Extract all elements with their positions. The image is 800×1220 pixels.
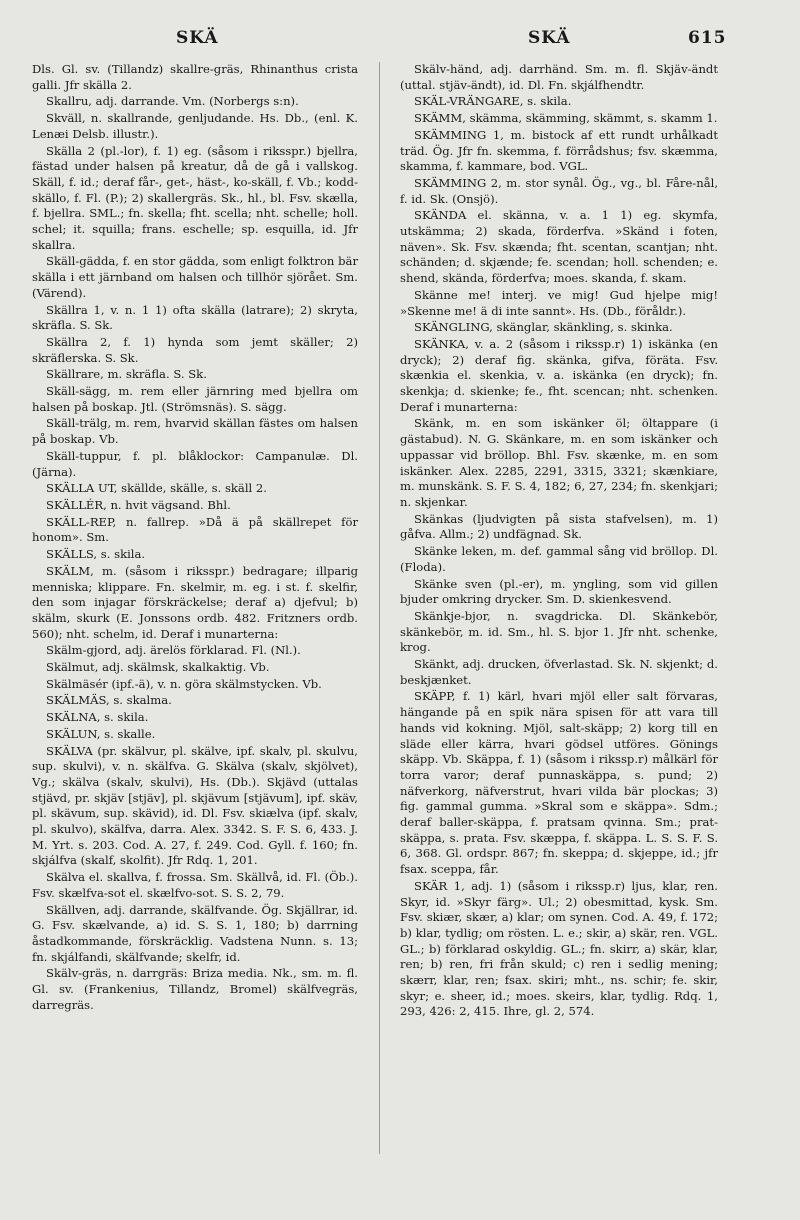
- left-running-headword: SKÄ: [176, 28, 219, 48]
- dictionary-entry: SKÄLM, m. (såsom i riksspr.) bedragare; illparig menniska; klippare. Fn. skelmir, m. eg. i st. f. skelfir, den som injagar förskräckelse; deraf a) djefvul; b) skälm, skurk (E. Jonssons ordb. 482. Fritzners ordb. 560); nht. schelm, id. Deraf i munarterna:: [32, 563, 358, 641]
- page-header: [0, 28, 800, 50]
- dictionary-entry: SKÄLL-REP, n. fallrep. »Då ä på skällrepet för honom». Sm.: [32, 514, 358, 545]
- dictionary-entry: SKÄMMING 2, m. stor synål. Ög., vg., bl. Fåre-nål, f. id. Sk. (Onsjö).: [400, 175, 718, 206]
- dictionary-entry: Skallru, adj. darrande. Vm. (Norbergs s:n).: [46, 94, 299, 109]
- dictionary-entry: Dls. Gl. sv. (Tillandz) skallre-gräs, Rhinanthus crista galli. Jfr skälla 2.: [32, 62, 358, 92]
- dictionary-entry: Skälv-gräs, n. darrgräs: Briza media. Nk., sm. m. fl. Gl. sv. (Frankenius, Tillandz, Bromel) skälfvegräs, darregräs.: [32, 966, 358, 1012]
- page-number: 615: [688, 28, 727, 48]
- dictionary-entry: Skälmut, adj. skälmsk, skalkaktig. Vb.: [46, 660, 270, 675]
- dictionary-entry: Skänk, m. en som iskänker öl; öltappare (i gästabud). N. G. Skänkare, m. en som iskänker och uppassar vid bröllop. Bhl. Fsv. skænke, m. en som iskänker. Alex. 2285, 2291, 3315, 3321; skænkiare, m. munskänk. S. F. S. 4, 182; 6, 27, 234; fn. skenkjari; n. skjenkar.: [400, 416, 718, 509]
- dictionary-entry: SKÄLLA UT, skällde, skälle, s. skäll 2.: [46, 481, 267, 496]
- dictionary-entry: SKÄMMING 1, m. bistock af ett rundt urhålkadt träd. Ög. Jfr fn. skemma, f. förrådshus; fsv. skæmma, skamma, f. kammare, bod. VGL.: [400, 127, 718, 174]
- dictionary-entry: Skänkje-bjor, n. svagdricka. Dl. Skänkebör, skänkebör, m. id. Sm., hl. S. bjor 1. Jfr nht. schenke, krog.: [400, 608, 718, 655]
- dictionary-entry: Skälmäsér (ipf.-ä), v. n. göra skälmstycken. Vb.: [46, 676, 322, 691]
- dictionary-entry: SKÄPP, f. 1) kärl, hvari mjöl eller salt förvaras, hängande på en spik nära spisen för att vara till hands vid kokning. Mjöl, salt-skäpp; 2) korg till en släde eller kärra, hvari gödsel utföres. Gönings skäpp. Vb. Skäppa, f. 1) (såsom i rikssp.r) målkärl för torra varor; deraf punnaskäppa, s. pund; 2) näfverkorg, näfverstrut, hvari vilda bär plockas; 3) fig. gammal gumma. »Skral som e skäppa». Sdm.; deraf baller-skäppa, f. pratsam qvinna. Sm.; prat-skäppa, s. prata. Fsv. skæppa, f. skäppa. L. S. S. F. S. 6, 368. Gl. ordspr. 867; fn. skeppa; d. skjeppe, id.; jfr fsax. sceppa, får.: [400, 689, 718, 877]
- dictionary-entry: SKÄL-VRÄNGARE, s. skila.: [414, 94, 572, 109]
- dictionary-entry: SKÄLMÄS, s. skalma.: [46, 693, 172, 708]
- dictionary-entry: Skällra 2, f. 1) hynda som jemt skäller; 2) skräflerska. S. Sk.: [32, 334, 358, 365]
- right-running-headword: SKÄ: [528, 28, 571, 48]
- dictionary-entry: SKÄNGLING, skänglar, skänkling, s. skinka.: [414, 320, 673, 335]
- dictionary-entry: Skälla 2 (pl.-lor), f. 1) eg. (såsom i riksspr.) bjellra, fästad under halsen på kreatur, då de gå i vallskog. Skäll, f. id.; deraf får-, get-, häst-, ko-skäll, f. Vb.; kodd-skällo, f. Fl. (P.); 2) skallergräs. Sk., hl., bl. Fsv. skælla, f. bjellra. SML.; fn. skella; fht. scella; nht. schelle; holl. schel; it. squilla; frans. eschelle; sp. esquilla, id. Jfr skallra.: [32, 143, 358, 252]
- dictionary-entry: Skälva el. skallva, f. frossa. Sm. Skällvå, id. Fl. (Öb.). Fsv. skælfva-sot el. skælfvo-sot. S. S. 2, 79.: [32, 870, 358, 900]
- dictionary-entry: SKÄLNA, s. skila.: [46, 710, 149, 725]
- dictionary-entry: SKÄR 1, adj. 1) (såsom i rikssp.r) ljus, klar, ren. Skyr, id. »Skyr färg». Ul.; 2) obesmittad, kysk. Sm. Fsv. skiær, skær, a) klar; om synen. Cod. A. 49, f. 172; b) klar, tydlig; om rösten. L. e.; skir, a) skär, ren. VGL. GL.; b) förklarad oskyldig. GL.; fn. skirr, a) skär, klar, ren; b) ren, fri från skuld; c) ren i sedlig mening; skærr, klar, ren; fsax. skiri; mht., ns. schir; fe. skir, skyr; e. sheer, id.; moes. skeirs, klar, tydlig. Rdq. 1, 293, 426: 2, 415. Ihre, gl. 2, 574.: [400, 878, 718, 1019]
- dictionary-entry: SKÄMM, skämma, skämming, skämmt, s. skamm 1.: [414, 111, 718, 126]
- dictionary-entry: Skänkas (ljudvigten på sista stafvelsen), m. 1) gåfva. Allm.; 2) undfägnad. Sk.: [400, 511, 718, 542]
- dictionary-entry: Skälm-gjord, adj. ärelös förklarad. Fl. (Nl.).: [46, 643, 301, 658]
- dictionary-entry: Skälv-händ, adj. darrhänd. Sm. m. fl. Skjäv-ändt (uttal. stjäv-ändt), id. Dl. Fn. skjálfhendtr.: [400, 62, 718, 92]
- right-column: [400, 62, 718, 1021]
- dictionary-entry: Skäll-trälg, m. rem, hvarvid skällan fästes om halsen på boskap. Vb.: [32, 416, 358, 447]
- dictionary-entry: SKÄNKA, v. a. 2 (såsom i rikssp.r) 1) iskänka (en dryck); 2) deraf fig. skänka, gifva, föräta. Fsv. skænkia el. skenkia, v. a. iskänka (en dryck); fn. skenkja; d. skienke; fe., fht. scencan; nht. schenken. Deraf i munarterna:: [400, 336, 718, 414]
- dictionary-entry: Skällrare, m. skräfla. S. Sk.: [46, 367, 207, 382]
- dictionary-entry: Skällven, adj. darrande, skälfvande. Ög. Skjällrar, id. G. Fsv. skælvande, a) id. S. S. 1, 180; b) darrning åstadkommande, förskräcklig. Vadstena Nunn. s. 13; fn. skjálfandi, skälfvande; skelfr, id.: [32, 902, 358, 964]
- dictionary-entry: Skänke leken, m. def. gammal sång vid bröllop. Dl. (Floda).: [400, 544, 718, 574]
- column-divider: [379, 62, 380, 1154]
- dictionary-entry: SKÄLLS, s. skila.: [46, 547, 146, 562]
- dictionary-entry: Skväll, n. skallrande, genljudande. Hs. Db., (enl. K. Lenæi Delsb. illustr.).: [32, 111, 358, 141]
- dictionary-entry: Skäll-sägg, m. rem eller järnring med bjellra om halsen på boskap. Jtl. (Strömsnäs). S. sägg.: [32, 384, 358, 414]
- dictionary-entry: Skänkt, adj. drucken, öfverlastad. Sk. N. skjenkt; d. beskjænket.: [400, 657, 718, 687]
- dictionary-entry: Skällra 1, v. n. 1 1) ofta skälla (latrare); 2) skryta, skräfla. S. Sk.: [32, 302, 358, 333]
- dictionary-entry: Skäll-tuppur, f. pl. blåklockor: Campanulæ. Dl. (Järna).: [32, 448, 358, 479]
- left-column: [32, 62, 358, 1014]
- dictionary-entry: Skänne me! interj. ve mig! Gud hjelpe mig! »Skenne me! ä di inte sannt». Hs. (Db., föråldr.).: [400, 287, 718, 318]
- dictionary-entry: SKÄLLÉR, n. hvit vägsand. Bhl.: [46, 497, 231, 512]
- dictionary-entry: SKÄLUN, s. skalle.: [46, 726, 156, 741]
- dictionary-entry: Skäll-gädda, f. en stor gädda, som enligt folktron bär skälla i ett järnband om halsen och tillhör sjörået. Sm. (Värend).: [32, 254, 358, 300]
- dictionary-entry: SKÄNDA el. skänna, v. a. 1 1) eg. skymfa, utskämma; 2) skada, förderfva. »Skänd i foten, näven». Sk. Fsv. skænda; fht. scentan, scantjan; nht. schänden; d. skjænde; fe. scendan; holl. schenden; e. shend, skända, förderfva; moes. skanda, f. skam.: [400, 208, 718, 286]
- dictionary-entry: Skänke sven (pl.-er), m. yngling, som vid gillen bjuder omkring drycker. Sm. D. skienkesvend.: [400, 576, 718, 607]
- dictionary-entry: SKÄLVA (pr. skälvur, pl. skälve, ipf. skalv, pl. skulvu, sup. skulvi), v. n. skälfva. G. Skälva (skalv, skjölvet), Vg.; skälva (skalv, skulvi), Hs. (Db.). Skjävd (uttalas stjävd, pr. skjäv [stjäv], pl. skjävum [stjävum], ipf. skäv, pl. skävum, sup. skävid), id. Dl. Fsv. skiælva (ipf. skalv, pl. skulvo), skälfva, darra. Alex. 3342. S. F. S. 6, 433. J. M. Yrt. s. 203. Cod. A. 27, f. 249. Cod. Gyll. f. 160; fn. skjálfva (skalf, skolfit). Jfr Rdq. 1, 201.: [32, 743, 358, 868]
